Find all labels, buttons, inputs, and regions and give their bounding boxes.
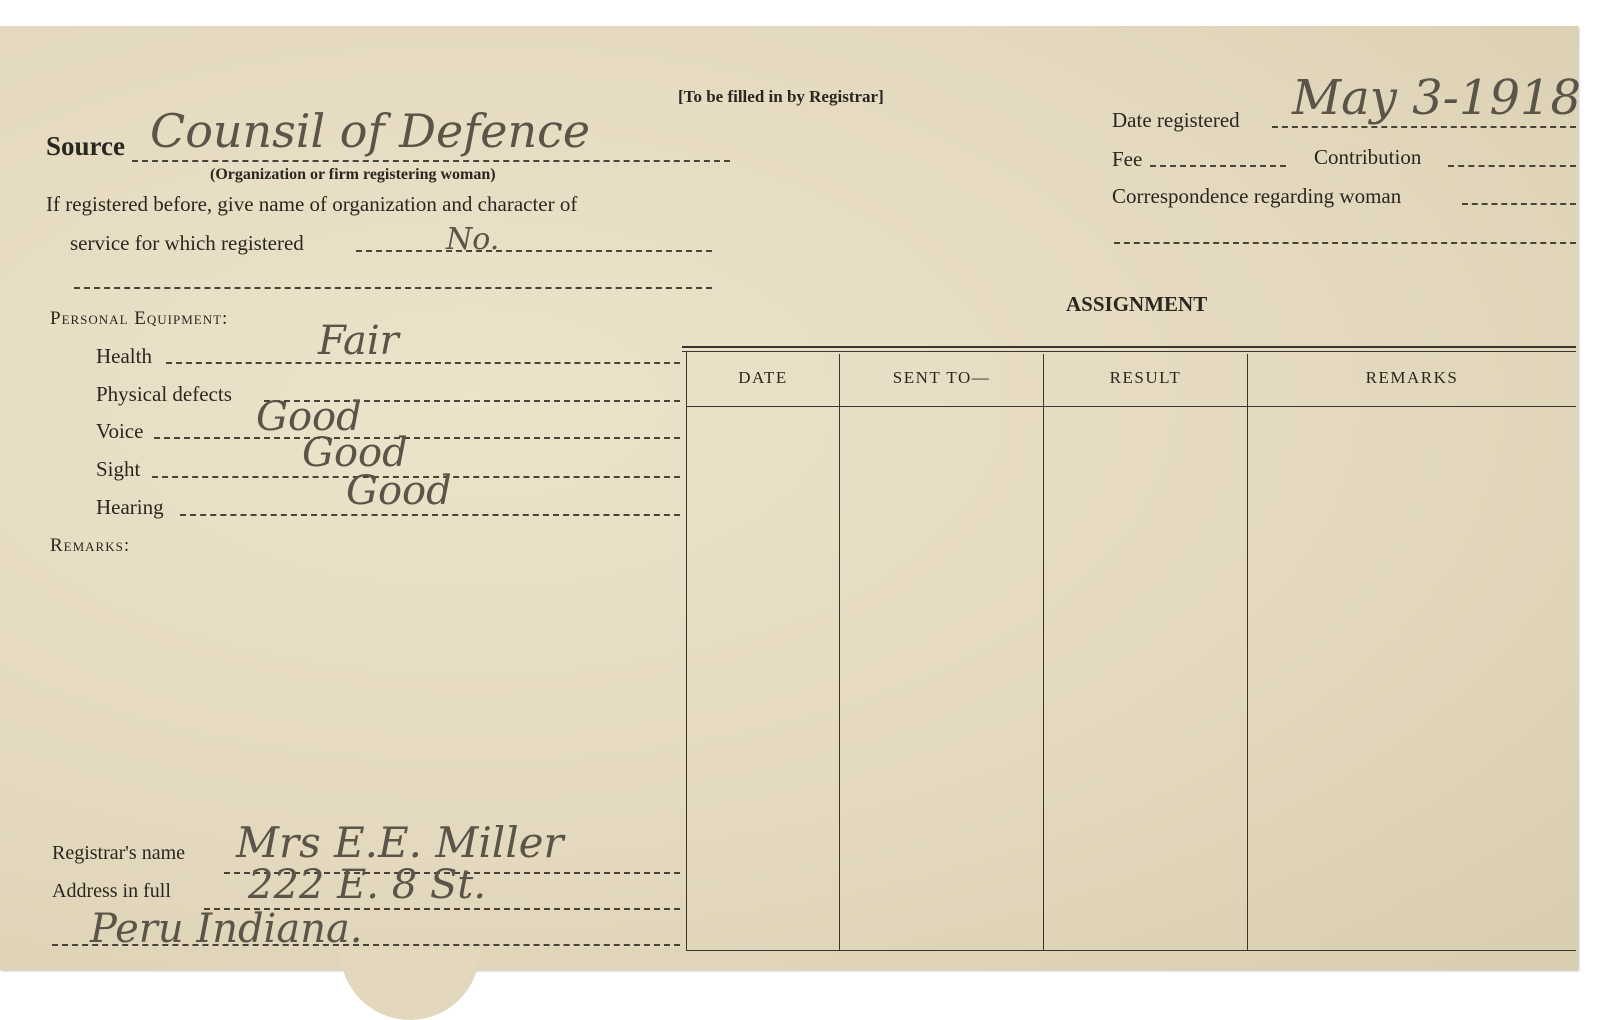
address-value-2: Peru Indiana. [90,906,363,952]
source-value: Counsil of Defence [150,104,591,158]
column-divider-3 [1247,354,1248,951]
date-registered-value: May 3-1918 [1292,70,1582,126]
remarks-label: Remarks: [50,535,131,556]
hearing-value: Good [346,468,452,514]
registered-before-line [356,250,712,252]
fee-label: Fee [1112,147,1143,171]
correspondence-extra-line [1114,242,1576,244]
fee-line [1150,165,1286,167]
hearing-label: Hearing [96,495,164,519]
registrar-name-label: Registrar's name [52,842,186,864]
personal-equipment-heading: Personal Equipment: [50,308,229,329]
registrar-name-value: Mrs E.E. Miller [236,818,564,867]
correspondence-line [1462,203,1576,205]
health-value: Fair [318,318,399,364]
sight-value: Good [302,430,408,476]
voice-value: Good [256,394,362,440]
source-caption: (Organization or firm registering woman) [210,166,496,183]
column-header-sent-to: SENT TO— [892,368,991,387]
registrar-note: [To be filled in by Registrar] [678,87,884,106]
physical-defects-label: Physical defects [96,382,232,406]
address-label: Address in full [52,880,171,902]
column-header-result: RESULT [1109,368,1182,387]
address-value: 222 E. 8 St. [248,862,487,908]
registered-before-extra-line [74,287,712,289]
voice-label: Voice [96,419,144,443]
table-bottom-rule [686,950,1576,951]
date-registered-label: Date registered [1112,108,1240,132]
column-divider-1 [839,354,840,951]
registered-before-value: No. [446,222,500,257]
table-left-border [686,352,687,951]
table-top-rule-2 [682,351,1576,352]
health-line [166,362,680,364]
health-label: Health [96,344,152,368]
table-top-rule [682,346,1576,348]
column-header-remarks: REMARKS [1365,368,1459,387]
card-tab [340,950,480,1020]
registered-before-line2: service for which registered [70,231,304,255]
voice-line [154,437,680,439]
date-registered-line [1272,126,1576,128]
column-header-date: DATE [738,368,788,387]
table-header-rule [686,406,1576,407]
source-line [132,160,730,162]
contribution-label: Contribution [1314,145,1422,169]
column-divider-2 [1043,354,1044,951]
contribution-line [1448,165,1576,167]
correspondence-label: Correspondence regarding woman [1112,184,1402,208]
sight-label: Sight [96,457,141,481]
source-label: Source [46,131,125,161]
registered-before-line1: If registered before, give name of organization and character of [46,192,578,216]
assignment-title: ASSIGNMENT [1066,292,1208,316]
hearing-line [180,514,680,516]
